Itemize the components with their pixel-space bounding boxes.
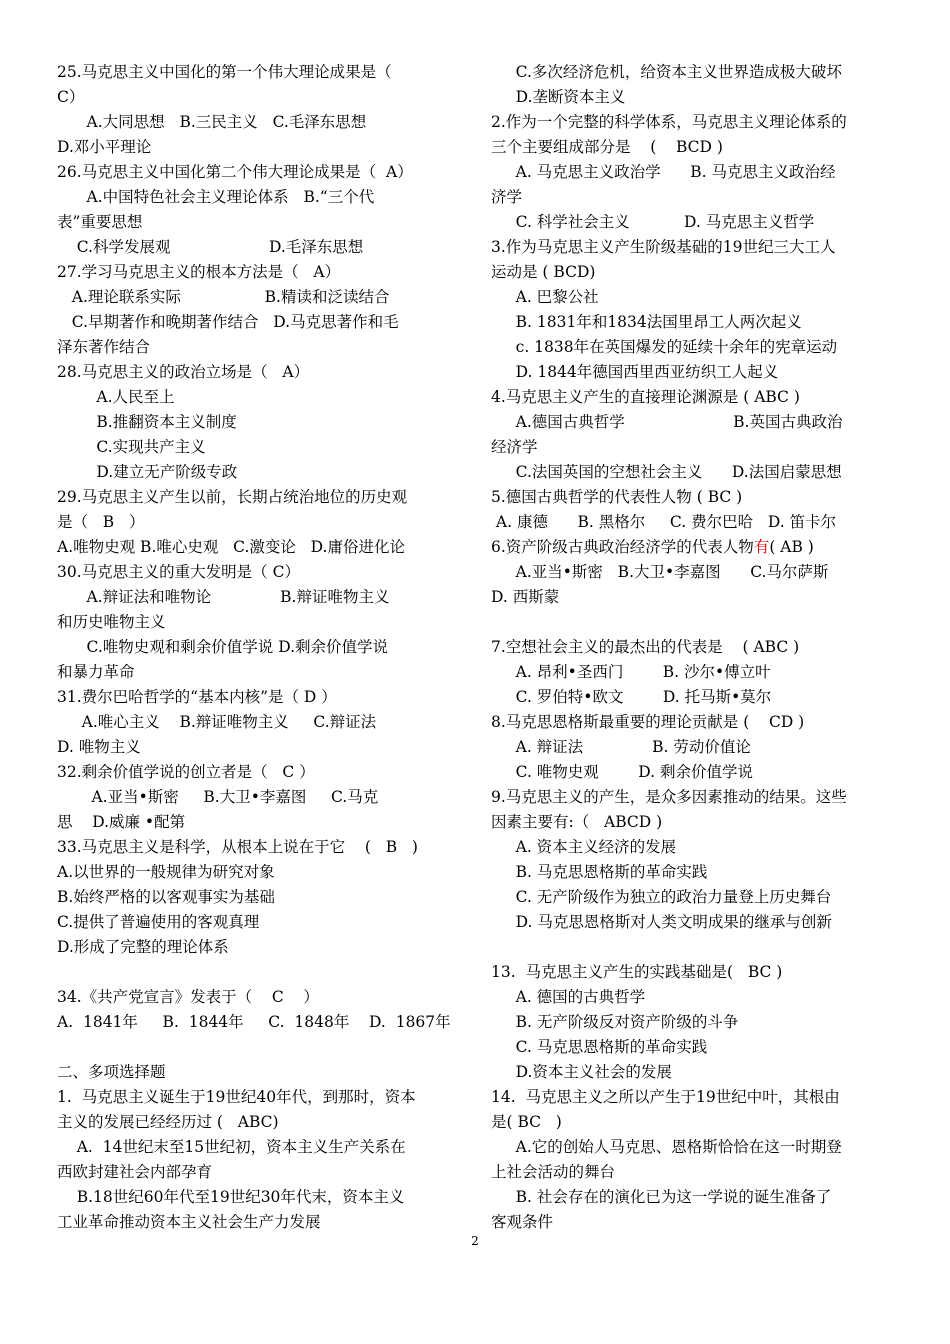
text-line <box>491 535 896 560</box>
text-line: 25.马克思主义中国化的第一个伟大理论成果是（ <box>57 63 392 81</box>
text-line: 9.马克思主义的产生，是众多因素推动的结果。这些 <box>491 788 847 806</box>
text-line: 是（ B ） <box>57 513 145 531</box>
text-line: c. 1838年在英国爆发的延续十余年的宪章运动 <box>491 338 838 356</box>
text-line: C.多次经济危机，给资本主义世界造成极大破坏 <box>491 63 842 81</box>
text-line: 因素主要有:（ ABCD ) <box>491 813 663 831</box>
text-line: C. 科学社会主义 D. 马克思主义哲学 <box>491 213 815 231</box>
line-text: ( AB ) <box>769 538 814 556</box>
text-line: 34.《共产党宣言》发表于（ C ） <box>57 988 319 1006</box>
text-line: C. 马克思恩格斯的革命实践 <box>491 1038 708 1056</box>
text-line: 表”重要思想 <box>57 213 143 231</box>
text-line: D.形成了完整的理论体系 <box>57 938 229 956</box>
text-line: 泽东著作结合 <box>57 338 151 356</box>
text-line: A. 资本主义经济的发展 <box>491 838 677 856</box>
text-line: C. 罗伯特•欧文 D. 托马斯•莫尔 <box>491 688 772 706</box>
page-number: 2 <box>471 1234 479 1248</box>
text-line: D. 西斯蒙 <box>491 588 560 606</box>
text-line: A. 马克思主义政治学 B. 马克思主义政治经 <box>491 163 836 181</box>
text-line: 工业革命推动资本主义社会生产力发展 <box>57 1213 321 1231</box>
text-line: D.垄断资本主义 <box>491 88 626 106</box>
text-line: 2.作为一个完整的科学体系，马克思主义理论体系的 <box>491 113 847 131</box>
text-line: 31.费尔巴哈哲学的“基本内核”是（ D ） <box>57 688 337 706</box>
text-line: 26.马克思主义中国化第二个伟大理论成果是（ A） <box>57 163 413 181</box>
text-line: 5.德国古典哲学的代表性人物 ( BC ) <box>491 488 743 506</box>
text-line: C.提供了普遍使用的客观真理 <box>57 913 260 931</box>
text-line: 经济学 <box>491 438 538 456</box>
text-line: B. 1831年和1834法国里昂工人两次起义 <box>491 313 802 331</box>
text-line: 3.作为马克思主义产生阶级基础的19世纪三大工人 <box>491 238 836 256</box>
text-line: D.邓小平理论 <box>57 138 152 156</box>
text-line: A.德国古典哲学 B.英国古典政治 <box>491 413 843 431</box>
text-line: C. 无产阶级作为独立的政治力量登上历史舞台 <box>491 888 832 906</box>
text-line: 32.剩余价值学说的创立者是（ C ） <box>57 763 315 781</box>
text-line: 上社会活动的舞台 <box>491 1163 616 1181</box>
text-line: 30.马克思主义的重大发明是（ C） <box>57 563 300 581</box>
text-line: 思 D.威廉 •配第 <box>57 813 186 831</box>
text-line: C.法国英国的空想社会主义 D.法国启蒙思想 <box>491 463 842 481</box>
text-line <box>57 1035 467 1060</box>
text-line: A.中国特色社会主义理论体系 B.“三个代 <box>57 188 375 206</box>
text-line: 二、多项选择题 <box>57 1063 166 1081</box>
text-line: B.始终严格的以客观事实为基础 <box>57 888 275 906</box>
text-line: 28.马克思主义的政治立场是（ A） <box>57 363 310 381</box>
text-line <box>57 960 467 985</box>
text-line: 13. 马克思主义产生的实践基础是( BC ) <box>491 963 783 981</box>
text-line: 27.学习马克思主义的根本方法是（ A） <box>57 263 341 281</box>
text-line: D. 1844年德国西里西亚纺织工人起义 <box>491 363 779 381</box>
text-line: A. 德国的古典哲学 <box>491 988 646 1006</box>
text-line: 7.空想社会主义的最杰出的代表是 ( ABC ) <box>491 638 800 656</box>
text-line: A.大同思想 B.三民主义 C.毛泽东思想 <box>57 113 367 131</box>
right-column <box>491 60 896 1235</box>
text-line: A. 康德 B. 黑格尔 C. 费尔巴哈 D. 笛卡尔 <box>491 513 837 531</box>
text-line: C. 唯物史观 D. 剩余价值学说 <box>491 763 753 781</box>
text-line: A.辩证法和唯物论 B.辩证唯物主义 <box>57 588 390 606</box>
text-line: 4.马克思主义产生的直接理论渊源是 ( ABC ) <box>491 388 800 406</box>
text-line: D.建立无产阶级专政 <box>57 463 238 481</box>
text-line: 33.马克思主义是科学，从根本上说在于它 ( B ) <box>57 838 418 856</box>
text-line: C.科学发展观 D.毛泽东思想 <box>57 238 364 256</box>
text-line: A. 巴黎公社 <box>491 288 599 306</box>
text-line <box>491 610 896 635</box>
text-line: D. 马克思恩格斯对人类文明成果的继承与创新 <box>491 913 832 931</box>
text-line: D. 唯物主义 <box>57 738 141 756</box>
left-column <box>57 60 467 1235</box>
text-line: 14. 马克思主义之所以产生于19世纪中叶，其根由 <box>491 1088 840 1106</box>
text-line: 济学 <box>491 188 523 206</box>
text-line: 运动是 ( BCD) <box>491 263 596 281</box>
text-line: A.唯物史观 B.唯心史观 C.激变论 D.庸俗进化论 <box>57 538 405 556</box>
line-text: 6.资产阶级古典政治经济学的代表人物 <box>491 538 754 556</box>
text-line: B. 无产阶级反对资产阶级的斗争 <box>491 1013 739 1031</box>
text-line: A. 昂利•圣西门 B. 沙尔•傅立叶 <box>491 663 771 681</box>
text-line: A. 辩证法 B. 劳动价值论 <box>491 738 751 756</box>
text-line: A.理论联系实际 B.精读和泛读结合 <box>57 288 390 306</box>
text-line: C.唯物史观和剩余价值学说 D.剩余价值学说 <box>57 638 389 656</box>
text-line: A.唯心主义 B.辩证唯物主义 C.辩证法 <box>57 713 377 731</box>
text-line: 是( BC ) <box>491 1113 562 1131</box>
text-line: A. 1841年 B. 1844年 C. 1848年 D. 1867年 <box>57 1013 451 1031</box>
text-line: A.亚当•斯密 B.大卫•李嘉图 C.马尔萨斯 <box>491 563 829 581</box>
text-line: 和暴力革命 <box>57 663 135 681</box>
text-line: B.推翻资本主义制度 <box>57 413 237 431</box>
text-line: 客观条件 <box>491 1213 554 1231</box>
text-line <box>491 935 896 960</box>
text-line: A.以世界的一般规律为研究对象 <box>57 863 275 881</box>
text-line: 8.马克思恩格斯最重要的理论贡献是 ( CD ) <box>491 713 805 731</box>
text-line: B. 社会存在的演化已为这一学说的诞生准备了 <box>491 1188 832 1206</box>
text-line: 29.马克思主义产生以前，长期占统治地位的历史观 <box>57 488 408 506</box>
text-line: 1. 马克思主义诞生于19世纪40年代，到那时，资本 <box>57 1088 416 1106</box>
text-line: A.亚当•斯密 B.大卫•李嘉图 C.马克 <box>57 788 379 806</box>
text-line: A.人民至上 <box>57 388 175 406</box>
text-line: D.资本主义社会的发展 <box>491 1063 672 1081</box>
text-line: C.早期著作和晚期著作结合 D.马克思著作和毛 <box>57 313 399 331</box>
text-line: 西欧封建社会内部孕育 <box>57 1163 213 1181</box>
highlighted-char: 有 <box>753 538 770 556</box>
text-line: 主义的发展已经经历过 ( ABC) <box>57 1113 279 1131</box>
text-line: B.18世纪60年代至19世纪30年代末，资本主义 <box>57 1188 405 1206</box>
text-line: 三个主要组成部分是 ( BCD ) <box>491 138 723 156</box>
text-line: A. 14世纪末至15世纪初，资本主义生产关系在 <box>57 1138 406 1156</box>
text-line: C） <box>57 88 85 106</box>
text-line: 和历史唯物主义 <box>57 613 166 631</box>
text-line: B. 马克思恩格斯的革命实践 <box>491 863 708 881</box>
text-line: A.它的创始人马克思、恩格斯恰恰在这一时期登 <box>491 1138 842 1156</box>
text-line: C.实现共产主义 <box>57 438 206 456</box>
